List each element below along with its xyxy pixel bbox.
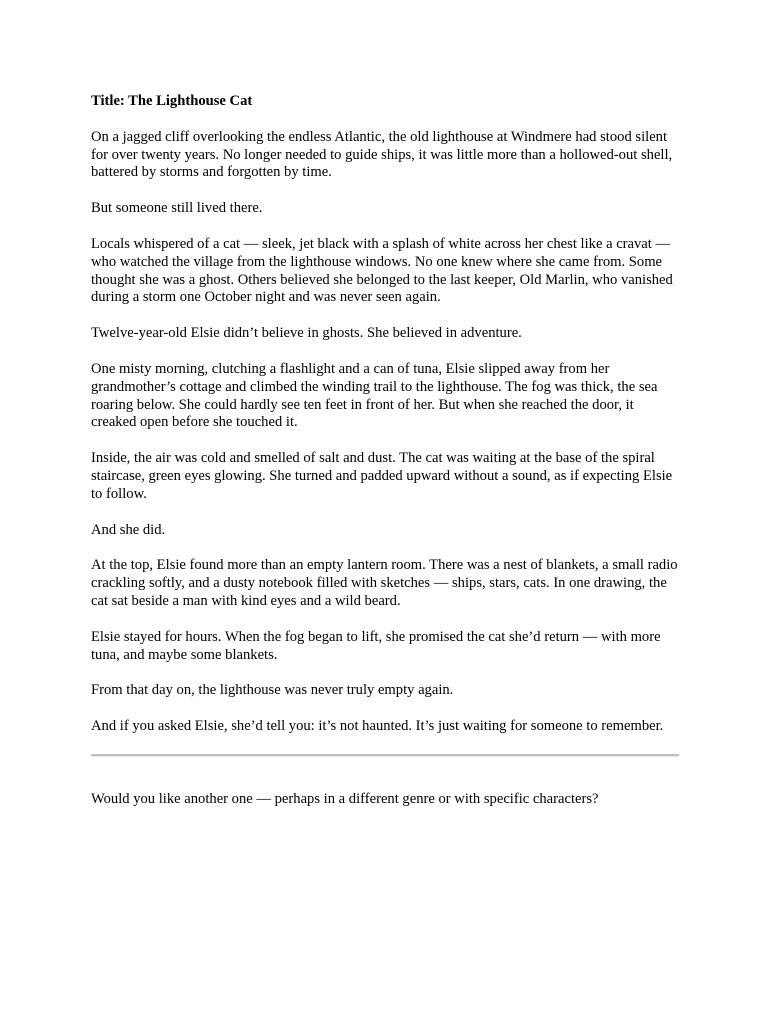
story-paragraph-11: And if you asked Elsie, she’d tell you: it’s not haunted. It’s just waiting for someone to remember. bbox=[91, 718, 664, 735]
story-paragraph-9: Elsie stayed for hours. When the fog began to lift, she promised the cat she’d return — with more tuna, and maybe some blankets. bbox=[91, 628, 661, 663]
story-paragraph-3: Locals whispered of a cat — sleek, jet black with a splash of white across her chest like a cravat — who watched the village from the lighthouse windows. No one knew where she came from. Some thought she was a ghost. Others believed she belonged to the last keeper, Old Marlin, who vanished during a storm one October night and was never seen again. bbox=[91, 235, 673, 306]
document-page bbox=[91, 93, 681, 809]
story-paragraph-1: On a jagged cliff overlooking the endless Atlantic, the old lighthouse at Windmere had stood silent for over twenty years. No longer needed to guide ships, it was little more than a hollowed-out shell, battered by storms and forgotten by time. bbox=[91, 128, 673, 181]
horizontal-divider bbox=[91, 754, 679, 757]
story-title: Title: The Lighthouse Cat bbox=[91, 93, 253, 109]
closing-question: Would you like another one — perhaps in a different genre or with specific characters? bbox=[91, 790, 599, 807]
story-paragraph-6: Inside, the air was cold and smelled of salt and dust. The cat was waiting at the base of the spiral staircase, green eyes glowing. She turned and padded upward without a sound, as if expecting Elsie to follow. bbox=[91, 450, 673, 502]
story-paragraph-2: But someone still lived there. bbox=[91, 200, 263, 217]
story-paragraph-10: From that day on, the lighthouse was never truly empty again. bbox=[91, 682, 454, 699]
story-paragraph-5: One misty morning, clutching a flashlight and a can of tuna, Elsie slipped away from her grandmother’s cottage and climbed the winding trail to the lighthouse. The fog was thick, the sea roaring below. She could hardly see ten feet in front of her. But when she reached the door, it creaked open before she touched it. bbox=[91, 360, 658, 431]
story-paragraph-7: And she did. bbox=[91, 521, 166, 538]
story-paragraph-4: Twelve-year-old Elsie didn’t believe in ghosts. She believed in adventure. bbox=[91, 325, 522, 342]
story-paragraph-8: At the top, Elsie found more than an empty lantern room. There was a nest of blankets, a small radio crackling softly, and a dusty notebook filled with sketches — ships, stars, cats. In one drawing, the cat sat beside a man with kind eyes and a wild beard. bbox=[91, 557, 678, 609]
